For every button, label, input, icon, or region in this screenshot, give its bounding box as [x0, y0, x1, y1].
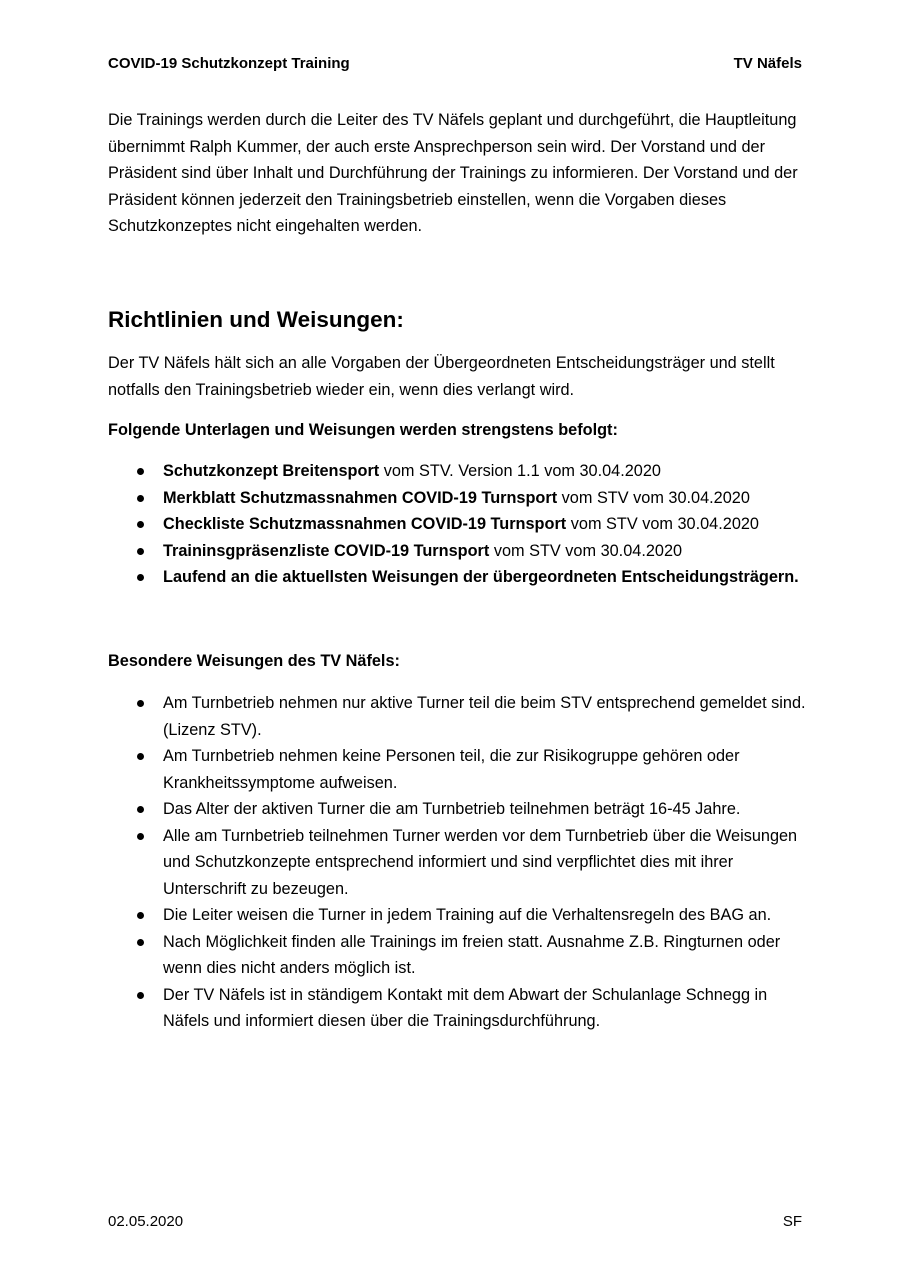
bullet-icon — [137, 992, 144, 999]
list-item: Traininsgpräsenzliste COVID-19 Turnsport vom STV vom 30.04.2020 — [108, 538, 808, 565]
list-item: Laufend an die aktuellsten Weisungen der übergeordneten Entscheidungsträgern. — [108, 564, 808, 591]
special-directives-list — [108, 690, 808, 1035]
list-item: Das Alter der aktiven Turner die am Turnbetrieb teilnehmen beträgt 16-45 Jahre. — [108, 796, 808, 823]
bullet-icon — [137, 806, 144, 813]
list-item: Alle am Turnbetrieb teilnehmen Turner werden vor dem Turnbetrieb über die Weisungen und Schutzkonzepte entsprechend informiert und sind verpflichtet dies mit ihrer Unterschrift zu bezeugen. — [108, 823, 808, 903]
bullet-icon — [137, 700, 144, 707]
bullet-icon — [137, 753, 144, 760]
section-paragraph: Der TV Näfels hält sich an alle Vorgaben der Übergeordneten Entscheidungsträger und stellt notfalls den Trainingsbetrieb wieder ein, wenn dies verlangt wird. — [108, 354, 775, 399]
footer-date: 02.05.2020 — [108, 1213, 184, 1230]
list-item: Merkblatt Schutzmassnahmen COVID-19 Turnsport vom STV vom 30.04.2020 — [108, 485, 808, 512]
page-header — [108, 54, 802, 74]
list-item: Checkliste Schutzmassnahmen COVID-19 Turnsport vom STV vom 30.04.2020 — [108, 511, 808, 538]
footer-initials: SF — [782, 1213, 802, 1230]
bullet-icon — [137, 468, 144, 475]
bullet-icon — [137, 574, 144, 581]
list-item: Die Leiter weisen die Turner in jedem Training auf die Verhaltensregeln des BAG an. — [108, 902, 808, 929]
special-directives-heading: Besondere Weisungen des TV Näfels: — [108, 652, 400, 670]
list-item: Nach Möglichkeit finden alle Trainings im freien statt. Ausnahme Z.B. Ringturnen oder wenn dies nicht anders möglich ist. — [108, 929, 808, 982]
intro-paragraph: Die Trainings werden durch die Leiter des TV Näfels geplant und durchgeführt, die Hauptleitung übernimmt Ralph Kummer, der auch erste Ansprechperson sein wird. Der Vorstand und der Präsident sind über Inhalt und Durchführung der Trainings zu informieren. Der Vorstand und der Präsident können jederzeit den Trainingsbetrieb einstellen, wenn die Vorgaben dieses Schutzkonzeptes nicht eingehalten werden. — [108, 111, 798, 235]
header-organization: TV Näfels — [733, 55, 802, 72]
documents-heading: Folgende Unterlagen und Weisungen werden strengstens befolgt: — [108, 421, 618, 439]
list-item: Schutzkonzept Breitensport vom STV. Version 1.1 vom 30.04.2020 — [108, 458, 808, 485]
bullet-icon — [137, 939, 144, 946]
section-heading: Richtlinien und Weisungen: — [108, 307, 404, 332]
bullet-icon — [137, 833, 144, 840]
list-item: Am Turnbetrieb nehmen keine Personen teil, die zur Risikogruppe gehören oder Krankheitssymptome aufweisen. — [108, 743, 808, 796]
page-footer — [108, 1212, 802, 1232]
list-item: Am Turnbetrieb nehmen nur aktive Turner teil die beim STV entsprechend gemeldet sind. (Lizenz STV). — [108, 690, 808, 743]
list-item: Der TV Näfels ist in ständigem Kontakt mit dem Abwart der Schulanlage Schnegg in Näfels und informiert diesen über die Trainingsdurchführung. — [108, 982, 808, 1035]
bullet-icon — [137, 912, 144, 919]
documents-list — [108, 458, 808, 591]
bullet-icon — [137, 495, 144, 502]
bullet-icon — [137, 548, 144, 555]
header-title: COVID-19 Schutzkonzept Training — [108, 55, 350, 72]
bullet-icon — [137, 521, 144, 528]
